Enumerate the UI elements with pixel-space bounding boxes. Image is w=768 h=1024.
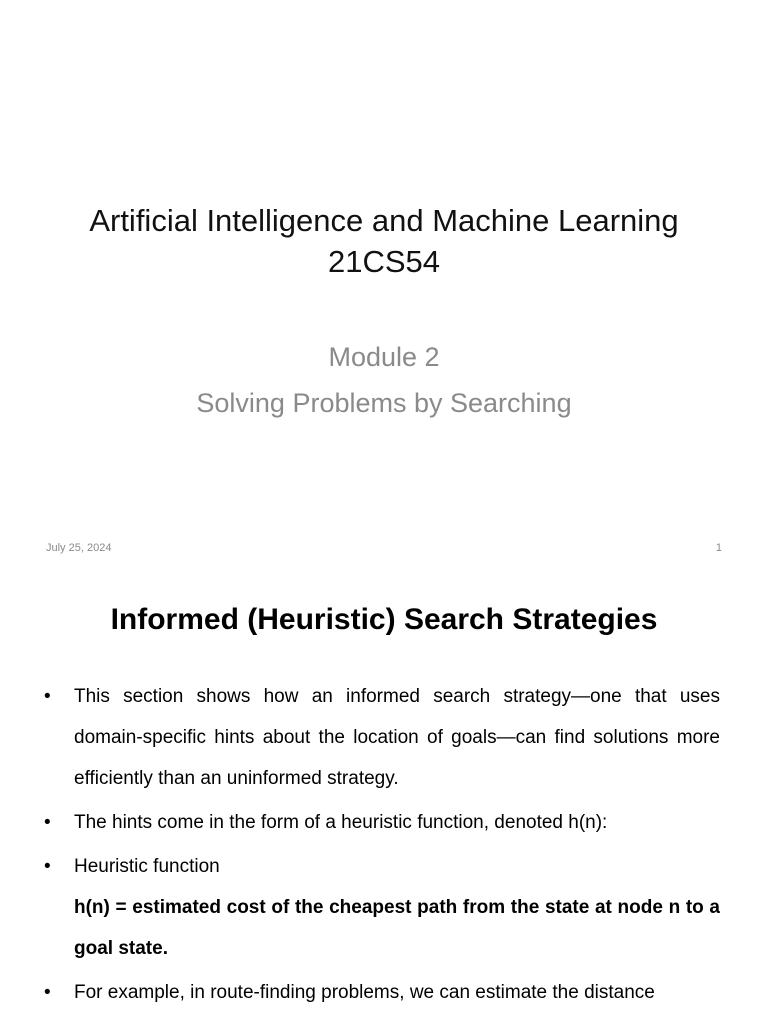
slide-page-number: 1 [715, 542, 722, 554]
course-title: Artificial Intelligence and Machine Learning [89, 203, 679, 238]
list-item [44, 846, 720, 969]
bullet-icon: • [44, 856, 51, 877]
slide-title [20, 200, 748, 282]
bullet-icon: • [44, 982, 51, 1003]
bullet-list [44, 676, 720, 1016]
list-item [44, 972, 720, 1013]
content-slide [0, 576, 768, 1024]
course-code: 21CS54 [327, 244, 441, 279]
slide-date: July 25, 2024 [46, 542, 112, 554]
list-item [44, 676, 720, 799]
list-item-text: This section shows how an informed search strategy—one that uses domain-specific hints about the location of goals—can find solutions more efficiently than an uninformed strategy. [74, 686, 720, 789]
bullet-icon: • [44, 812, 51, 833]
slide-heading: Informed (Heuristic) Search Strategies [110, 603, 658, 636]
list-item-text: Heuristic function [74, 856, 220, 877]
list-item [44, 802, 720, 843]
list-item-text: The hints come in the form of a heuristic function, denoted h(n): [74, 812, 608, 833]
heuristic-formula: h(n) = estimated cost of the cheapest path from the state at node n to a goal state. [74, 897, 720, 959]
module-topic: Solving Problems by Searching [196, 388, 572, 418]
module-label: Module 2 [328, 342, 440, 372]
slide-subtitle [20, 334, 748, 426]
list-item-text: For example, in route-finding problems, we can estimate the distance [74, 982, 655, 1003]
bullet-icon: • [44, 686, 51, 707]
